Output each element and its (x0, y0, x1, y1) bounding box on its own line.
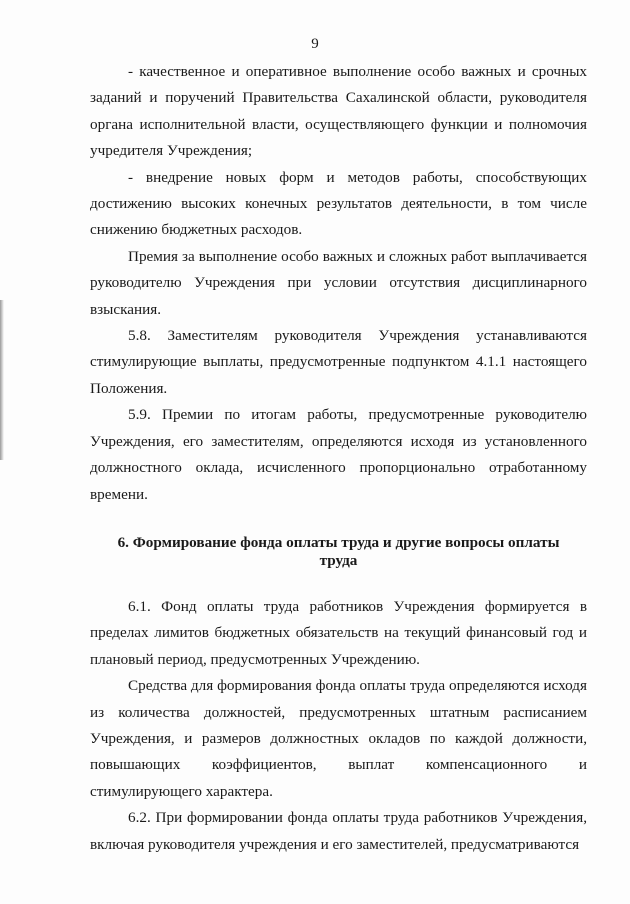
paragraph-premium: Премия за выполнение особо важных и сложных работ выплачивается руководителю Учреждения при условии отсутствия дисциплинарного взыскания. (90, 247, 587, 318)
scan-edge-shadow (0, 300, 4, 460)
document-body (90, 59, 587, 858)
paragraph-bullet-1: - качественное и оперативное выполнение особо важных и срочных заданий и поручений Правительства Сахалинской области, руководителя органа исполнительной власти, осуществляющего функции и полномочия учредителя Учреждения; (90, 63, 587, 160)
paragraph-5-8: 5.8. Заместителям руководителя Учреждения устанавливаются стимулирующие выплаты, предусмотренные подпунктом 4.1.1 настоящего Положения. (90, 327, 587, 397)
paragraph-5-9: 5.9. Премии по итогам работы, предусмотренные руководителю Учреждения, его заместителям, определяются исходя из установленного должностного оклада, исчисленного пропорционально отработанному времени. (90, 406, 587, 503)
section-heading: 6. Формирование фонда оплаты труда и другие вопросы оплаты труда (117, 533, 560, 569)
paragraph-6-2: 6.2. При формировании фонда оплаты труда работников Учреждения, включая руководителя учреждения и его заместителей, предусматриваются (90, 809, 587, 853)
paragraph-6-1: 6.1. Фонд оплаты труда работников Учреждения формируется в пределах лимитов бюджетных обязательств на текущий финансовый год и плановый период, предусмотренных Учреждению. (90, 597, 587, 668)
page-number: 9 (311, 36, 319, 52)
paragraph-bullet-2: - внедрение новых форм и методов работы, способствующих достижению высоких конечных результатов деятельности, в том числе снижению бюджетных расходов. (90, 168, 587, 239)
paragraph-funds: Средства для формирования фонда оплаты труда определяются исходя из количества должностей, предусмотренных штатным расписанием Учреждения, и размеров должностных окладов по каждой должности, повышающих коэффициентов, выплат компенсационного и стимулирующего характера. (90, 677, 587, 800)
